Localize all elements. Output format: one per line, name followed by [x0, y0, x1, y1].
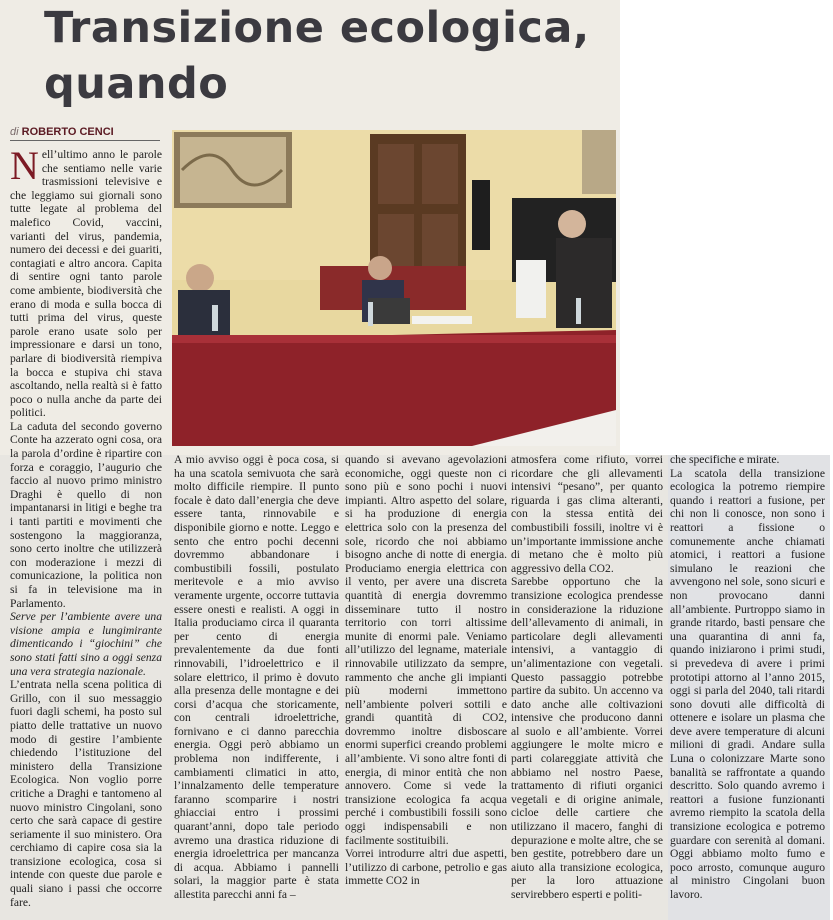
- paragraph: quando si avevano agevolazioni economiche, oggi queste non ci sono più e sono pochi i nuovi impianti. Altro aspetto del solare, si ha produzione di energia elettrica solo con la presenza del sole, ricordo che noi abbiamo bisogno anche di notte di energia. Produciamo energia elettrica con il vento, per avere una discreta quantità di energia dovremmo disseminare tutto il nostro territorio con torri altissime munite di enormi pale. Veniamo all’utilizzo del legname, materiale rinnovabile utilizzato da sempre, rammento che anche gli impianti più moderni immettono nell’ambiente polveri sottili e grandi quantità di CO2, dovremmo inoltre disboscare enormi superfici creando problemi all’ambiente. Vi sono altre fonti di energia, di minor entità che non annovero. Come si vede la transizione ecologica fa acqua perché i combustibili fossili sono oggi indispensabili e non facilmente sostituibili.: [345, 453, 507, 847]
- article-headline: Transizione ecologica, quando: [44, 3, 590, 109]
- paragraph: L’entrata nella scena politica di Grillo, con il suo messaggio fuori dagli schemi, ha posto sul piatto delle trattative un nuovo modo di gestire l’ambiente chiedendo l’istituzione del ministero della Transizione Ecologica. Non voglio porre critiche a Draghi e tantomeno al nuovo ministro Cingolani, sono certo che sarà capace di gestire seriamente il suo ministero. Ora cerchiamo di capire cosa sia la transizione ecologica, cosa si intende con queste due parole e quali siano i passi che occorre fare.: [10, 678, 162, 909]
- paragraph: [10, 143, 162, 420]
- article-column-3: [345, 453, 507, 888]
- article-byline: [10, 126, 160, 141]
- paragraph: Sarebbe opportuno che la transizione ecologica prendesse in considerazione la riduzione dell’allevamento di animali, in particolare degli allevamenti intensivi, a vantaggio di un’alimentazione con vegetali. Questo passaggio potrebbe partire da subito. Un accenno va dato anche alle coltivazioni intensive che producono danni al suolo e all’ambiente. Vorrei aggiungere le molte micro e parti colareggiate attività che abbiamo nel nostro Paese, trattamento di rifiuti organici vegetali e di origine animale, cicloe delle cartiere che utilizzano il macero, fanghi di depurazione e molte altre, che se ben gestite, potrebbero dare un aiuto alla transizione ecologica, per la loro attuazione servirebbero esperti e politi-: [511, 575, 663, 901]
- drop-cap: N: [10, 143, 39, 188]
- article-column-4: [511, 453, 663, 901]
- byline-author: ROBERTO CENCI: [21, 126, 114, 138]
- press-conference-photo: [172, 130, 616, 446]
- article-photo: [172, 130, 616, 446]
- paragraph: che specifiche e mirate.: [670, 453, 780, 466]
- byline-prefix: di: [10, 126, 19, 138]
- paragraph: La caduta del secondo governo Conte ha azzerato ogni cosa, ora la parola d’ordine è ripartire con forza e coraggio, l’augurio che faccio al nuovo primo ministro Draghi è quello di non impantanarsi in litigi e beghe tra i tanti partiti e movimenti che sostengono la maggioranza, sono certo inoltre che utilizzerà con moderazione i mezzi di comunicazione, la politica non si fa in televisione ma in Parlamento.: [10, 419, 162, 610]
- paragraph-text: ell’ultimo anno le parole che sentiamo nelle varie trasmissioni televisive e che leggiamo sui giornali sono tutte legate al problema del malefico Covid, vaccini, varianti del virus, pandemia, numero dei decessi e dei guariti, contagiati e altro ancora. Capita di sentire ogni tanto parole come ambiente, biodiversità che erano di moda e sulla bocca di tutti prima del virus, queste parole erano usate solo per impressionare e darsi un tono, parlare di biodiversità riempiva la bocca e stupiva chi stava ascoltando, nella realtà si è fatto poco o nulla anche da parte dei politici.: [10, 148, 162, 420]
- article-column-2: [174, 453, 339, 916]
- article-column-5: [670, 453, 825, 901]
- paragraph: Serve per l’ambiente avere una visione ampia e lungimirante dimenticando i “giochini” che sono stati fatti sino a oggi senza una vera strategia nazionale.: [10, 610, 162, 678]
- paragraph: La scatola della transizione ecologica la potremo riempire quando i reattori a fusione, per chi non li conosce, non sono i reattori a fissione o comunemente anche chiamati atomici, i reattori a fusione simulano le reazioni che avvengono nel sole, sono sicuri e non provocano danni all’ambiente. Purtroppo siamo in grande ritardo, basti pensare che una quarantina di anni fa, quando iniziarono i primi studi, si prevedeva di avere i primi prototipi attorno al l’anno 2015, oggi si parla del 2040, tali ritardi sono dovuti alle difficoltà di ottenere e isolare un plasma che deve avere temperature di alcuni milioni di gradi. Andare sulla Luna o colonizzare Marte sono banalità se raffrontate a quando descritto. Solo quando avremo i reattori a fusione funzionanti avremo riempito la scatola della transizione ecologica e potremo guardare con serenità al domani. Oggi abbiamo molto fumo e poco arrosto, comunque auguro al ministro Cingolani buon lavoro.: [670, 466, 825, 901]
- article-column-1: [10, 143, 162, 909]
- paragraph: A mio avviso oggi è poca cosa, si ha una scatola semivuota che sarà molto difficile riempire. Il punto focale è dato dall’energia che deve essere tanta, rinnovabile e disponibile giorno e notte. Leggo e sento che entro pochi decenni dovremmo abbandonare i combustibili fossili, postulato meritevole e a mio avviso veramente urgente, occorre tuttavia essere onesti e realisti. A oggi in Italia produciamo circa il quaranta per cento di energia prevalentemente da due fonti rinnovabili, l’idroelettrico e il solare elettrico, il primo è dovuto alla presenza delle montagne e dei corsi d’acqua che storicamente, con centrali idroelettriche, fornivano e ci danno parecchia energia. Oggi però abbiamo un problema non indifferente, i cambiamenti climatici in atto, l’innalzamento delle temperature faranno scomparire i nostri ghiacciai entro i prossimi quarant’anni, dopo tale periodo avremo una drastica riduzione di energia idroelettrica per mancanza di acqua. Abbiamo i pannelli solari, la maggior parte è stata allestita parecchi anni fa –: [174, 453, 339, 901]
- paragraph: Vorrei introdurre altri due aspetti, l’utilizzo di carbone, petrolio e gas immette CO2 in: [345, 847, 507, 888]
- paragraph: atmosfera come rifiuto, vorrei ricordare che gli allevamenti intensivi “pesano”, per quanto riguarda i gas clima alteranti, con la stessa entità dei combustibili fossili, inoltre vi è un’importante immissione anche di metano che è molto più aggressivo della CO2.: [511, 453, 663, 575]
